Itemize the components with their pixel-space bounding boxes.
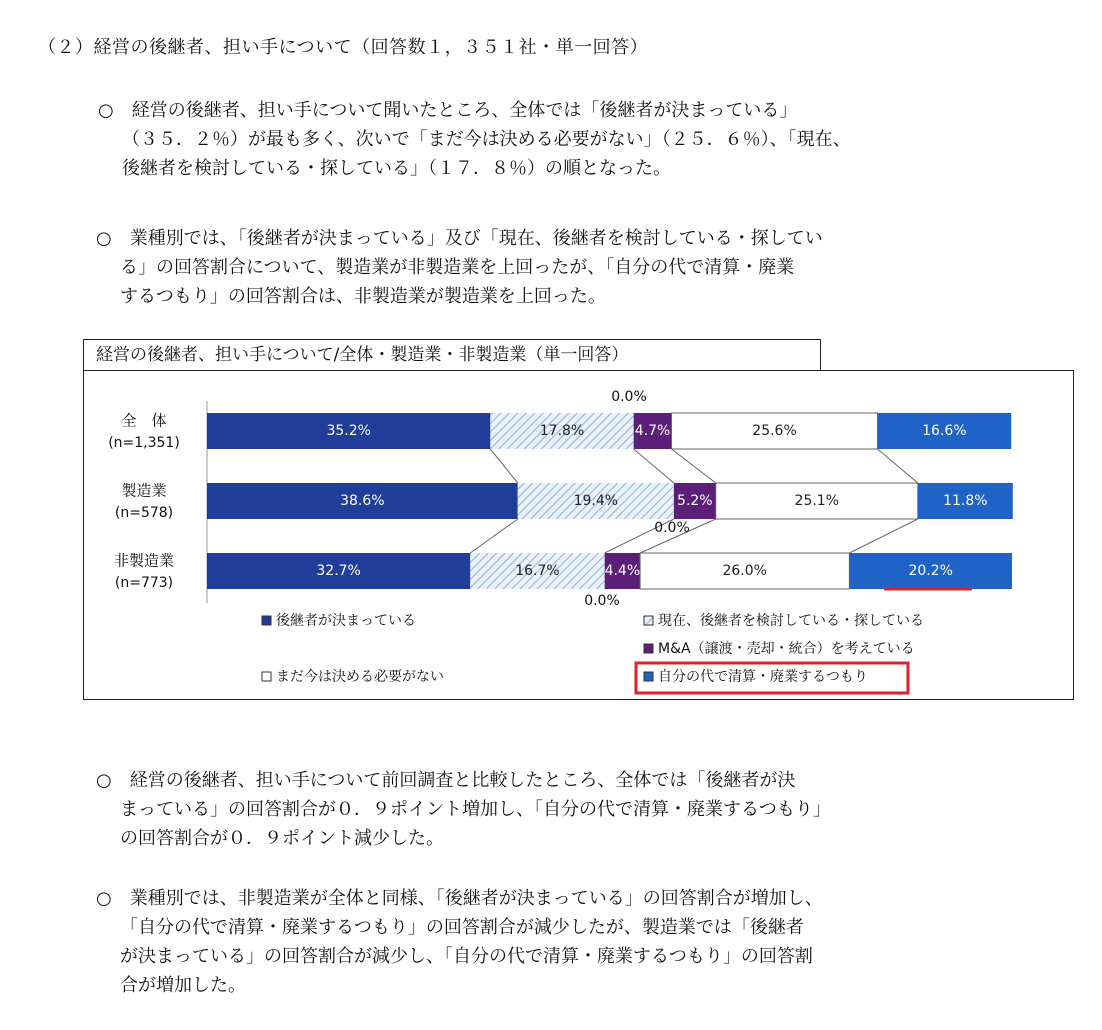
paragraph-line: 合が増加した。 bbox=[120, 975, 246, 996]
paragraph-line: するつもり」の回答割合は、非製造業が製造業を上回った。 bbox=[120, 286, 606, 307]
bar-value-label: 4.4% bbox=[604, 563, 641, 579]
paragraph-overall bbox=[98, 96, 1058, 183]
paragraph-industry-comparison bbox=[96, 884, 1056, 1000]
bar-value-label: 38.6% bbox=[340, 493, 385, 509]
stacked-bar-chart bbox=[84, 371, 1075, 701]
bar-value-label: 26.0% bbox=[722, 563, 767, 579]
category-label: 製造業 bbox=[121, 481, 167, 500]
legend-label: 後継者が決まっている bbox=[276, 613, 416, 629]
paragraph-line: の回答割合が０．９ポイント減少した。 bbox=[120, 828, 444, 849]
paragraph-line: ○ 経営の後継者、担い手について聞いたところ、全体では「後継者が決まっている」 bbox=[98, 100, 798, 121]
paragraph-line: ○ 業種別では、非製造業が全体と同様、「後継者が決まっている」の回答割合が増加し、 bbox=[96, 888, 823, 909]
category-count-label: (n=1,351) bbox=[108, 435, 180, 451]
paragraph-line: （３５．２％）が最も多く、次いで「まだ今は決める必要がない」（２５．６％）、「現在、 bbox=[122, 129, 851, 150]
paragraph-line: 後継者を検討している・探している」（１７．８％）の順となった。 bbox=[122, 158, 671, 179]
bar-value-label: 19.4% bbox=[573, 493, 619, 509]
paragraph-comparison bbox=[96, 766, 1056, 853]
series-connector-line bbox=[671, 449, 715, 483]
category-count-label: (n=773) bbox=[114, 575, 174, 591]
bar-value-label: 35.2% bbox=[326, 423, 371, 439]
bar-value-label: 20.2% bbox=[908, 563, 953, 579]
legend-swatch bbox=[262, 672, 271, 681]
legend-label: 自分の代で清算・廃業するつもり bbox=[658, 669, 868, 685]
series-connector-line bbox=[634, 449, 674, 483]
paragraph-line: 「自分の代で清算・廃業するつもり」の回答割合が減少したが、製造業では「後継者 bbox=[120, 917, 804, 938]
category-label: 全 体 bbox=[121, 411, 167, 430]
zero-value-label: 0.0% bbox=[584, 593, 620, 609]
zero-value-label: 0.0% bbox=[654, 520, 690, 536]
legend-label: まだ今は決める必要がない bbox=[276, 669, 444, 685]
paragraph-line: が決まっている」の回答割合が減少し、「自分の代で清算・廃業するつもり」の回答割 bbox=[120, 946, 813, 967]
series-connector-line bbox=[849, 519, 917, 553]
category-label: 非製造業 bbox=[113, 551, 175, 570]
bar-value-label: 4.7% bbox=[634, 423, 671, 439]
zero-value-label: 0.0% bbox=[611, 389, 647, 405]
legend-swatch bbox=[644, 616, 653, 625]
bar-value-label: 11.8% bbox=[943, 493, 988, 509]
bar-value-label: 16.6% bbox=[922, 423, 967, 439]
paragraph-line: ○ 経営の後継者、担い手について前回調査と比較したところ、全体では「後継者が決 bbox=[96, 770, 796, 791]
section-heading: （２）経営の後継者、担い手について（回答数１，３５１社・単一回答） bbox=[38, 37, 649, 58]
paragraph-line: る」の回答割合について、製造業が非製造業を上回ったが、「自分の代で清算・廃業 bbox=[120, 257, 795, 278]
series-connector-line bbox=[878, 449, 918, 483]
bar-value-label: 25.6% bbox=[752, 423, 797, 439]
bar-value-label: 25.1% bbox=[794, 493, 840, 509]
series-connector-line bbox=[470, 519, 517, 553]
bar-value-label: 5.2% bbox=[677, 493, 713, 509]
legend-label: M&A（譲渡・売却・統合）を考えている bbox=[658, 641, 915, 657]
category-count-label: (n=578) bbox=[114, 505, 174, 521]
paragraph-industry bbox=[96, 224, 1056, 311]
series-connector-line bbox=[490, 449, 517, 483]
paragraph-line: ○ 業種別では、「後継者が決まっている」及び「現在、後継者を検討している・探してい bbox=[96, 228, 823, 249]
bar-value-label: 16.7% bbox=[515, 563, 560, 579]
chart-frame bbox=[83, 370, 1074, 700]
legend-swatch bbox=[644, 644, 653, 653]
legend-label: 現在、後継者を検討している・探している bbox=[658, 613, 924, 629]
legend-swatch bbox=[262, 616, 271, 625]
bar-value-label: 17.8% bbox=[539, 423, 585, 439]
chart-title: 経営の後継者、担い手について/全体・製造業・非製造業（単一回答） bbox=[83, 339, 821, 370]
legend-swatch bbox=[644, 672, 653, 681]
bar-value-label: 32.7% bbox=[316, 563, 361, 579]
paragraph-line: まっている」の回答割合が０．９ポイント増加し、「自分の代で清算・廃業するつもり」 bbox=[120, 799, 831, 820]
